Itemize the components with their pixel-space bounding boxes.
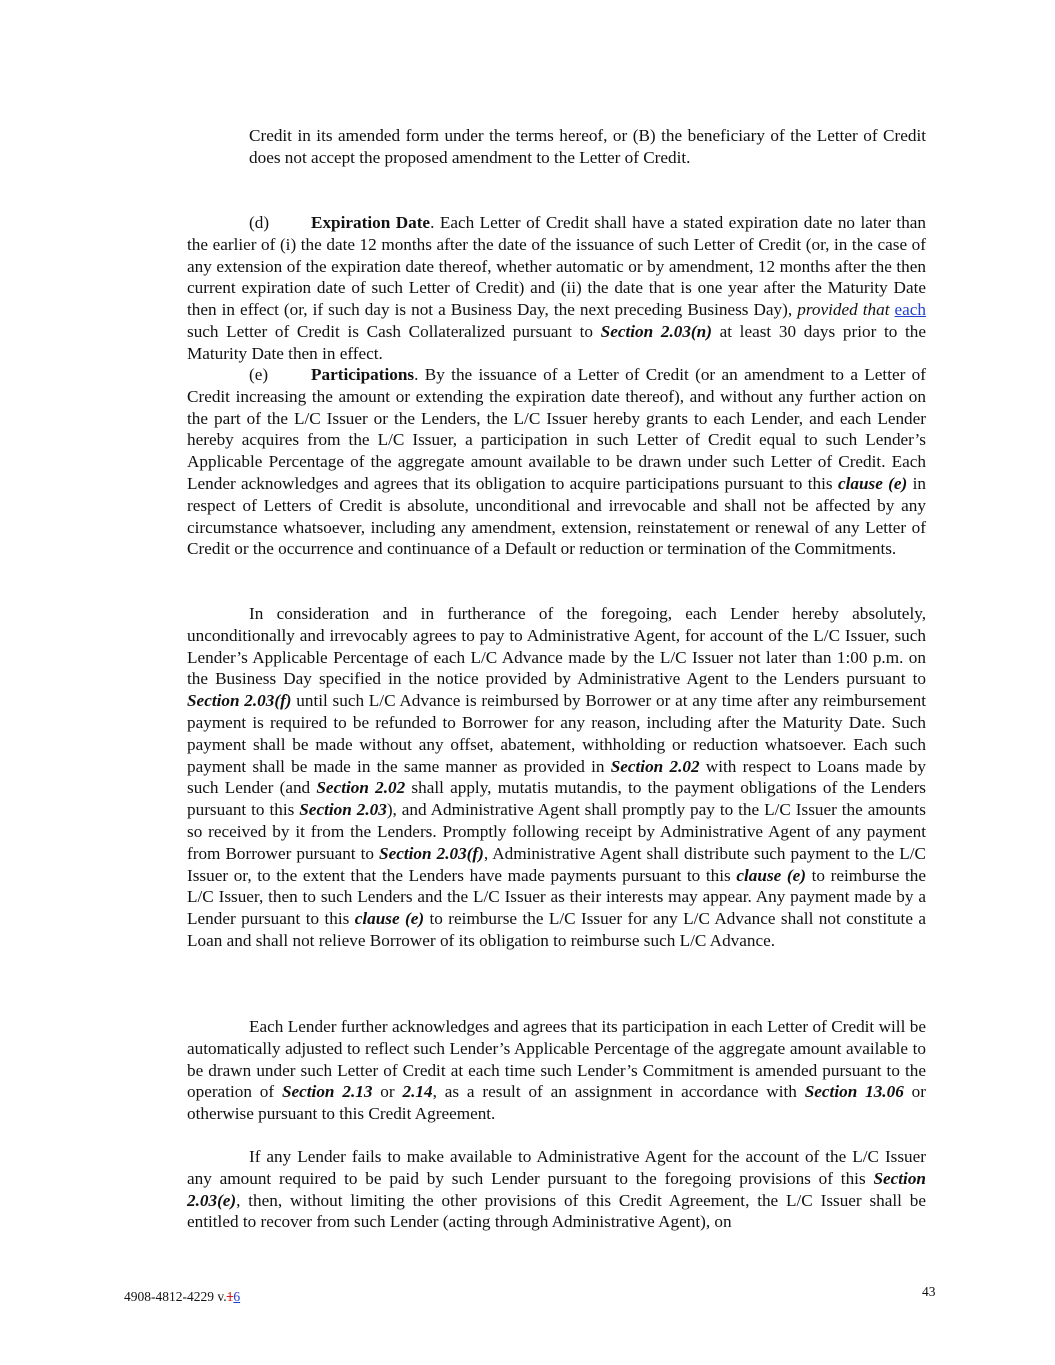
proviso-text: provided that	[797, 300, 890, 320]
clause-reference: clause (e)	[736, 865, 806, 885]
section-reference: Section 2.03(e)	[187, 1168, 926, 1210]
further-acknowledgement-paragraph: Each Lender further acknowledges and agrees that its participation in each Letter of Credit will be automatically adjusted to reflect such Lender’s Applicable Percentage of the aggregate amount available to be drawn under such Letter of Credit at each time such Lender’s Commitment is amended pursuant to the operation of Section 2.13 or 2.14, as a result of an assignment in accordance with Section 13.06 or otherwise pursuant to this Credit Agreement.	[187, 1017, 926, 1124]
deleted-version-number: 1	[226, 1289, 234, 1304]
continuation-paragraph: Credit in its amended form under the terms hereof, or (B) the beneficiary of the Letter of Credit does not accept the proposed amendment to the Letter of Credit.	[249, 126, 926, 167]
inserted-redline-text[interactable]: each	[894, 300, 927, 320]
section-reference: Section 2.03(f)	[379, 843, 484, 863]
section-reference: Section 2.03(n)	[600, 321, 712, 341]
inserted-version-number[interactable]: 6	[233, 1289, 241, 1304]
section-reference: Section 2.02	[610, 756, 700, 776]
section-e-heading: Participations	[311, 365, 415, 384]
lender-fails-paragraph: If any Lender fails to make available to Administrative Agent for the account of the L/C Issuer any amount required to be paid by such Lender pursuant to the foregoing provisions of this Section 2.03(e), then, without limiting the other provisions of this Credit Agreement, the L/C Issuer shall be entitled to recover from such Lender (acting through Administrative Agent), on	[187, 1147, 926, 1232]
section-e-paragraph: (e) Participations. By the issuance of a Letter of Credit (or an amendment to a Letter of Credit increasing the amount or extending the expiration date thereof), and without any further action on the part of the L/C Issuer or the Lenders, the L/C Issuer hereby grants to each Lender, and each Lender hereby acquires from the L/C Issuer, a participation in such Letter of Credit equal to such Lender’s Applicable Percentage of the aggregate amount available to be drawn under such Letter of Credit. Each Lender acknowledges and agrees that its obligation to acquire participations pursuant to this clause (e) in respect of Letters of Credit is absolute, unconditional and irrevocable and shall not be affected by any circumstance whatsoever, including any amendment, extension, reinstatement or renewal of any Letter of Credit or the occurrence and continuance of a Default or reduction or termination of the Commitments.	[187, 365, 926, 559]
section-reference: 2.14	[402, 1082, 433, 1102]
section-reference: Section 2.03	[299, 800, 387, 820]
section-reference: Section 13.06	[804, 1082, 904, 1102]
page-number: 43	[922, 1284, 936, 1299]
section-d-heading: Expiration Date	[311, 213, 431, 232]
section-reference: Section 2.03(f)	[187, 691, 292, 711]
section-d-label: (d)	[249, 213, 270, 232]
consideration-paragraph: In consideration and in furtherance of the foregoing, each Lender hereby absolutely, unconditionally and irrevocably agrees to pay to Administrative Agent, for account of the L/C Issuer, such Lender’s Applicable Percentage of each L/C Advance made by the L/C Issuer not later than 1:00 p.m. on the Business Day specified in the notice provided by Administrative Agent to the Lenders pursuant to Section 2.03(f) until such L/C Advance is reimbursed by Borrower or at any time after any reimbursement payment is required to be refunded to Borrower for any reason, including after the Maturity Date. Such payment shall be made without any offset, abatement, withholding or reduction whatsoever. Each such payment shall be made in the same manner as provided in Section 2.02 with respect to Loans made by such Lender (and Section 2.02 shall apply, mutatis mutandis, to the payment obligations of the Lenders pursuant to this Section 2.03), and Administrative Agent shall promptly pay to the L/C Issuer the amounts so received by it from the Lenders. Promptly following receipt by Administrative Agent of any payment from Borrower pursuant to Section 2.03(f), Administrative Agent shall distribute such payment to the L/C Issuer or, to the extent that the Lenders have made payments pursuant to this clause (e) to reimburse the L/C Issuer, then to such Lenders and the L/C Issuer as their interests may appear. Any payment made by a Lender pursuant to this clause (e) to reimburse the L/C Issuer for any L/C Advance shall not constitute a Loan and shall not relieve Borrower of its obligation to reimburse such L/C Advance.	[187, 604, 927, 950]
clause-reference: clause (e)	[354, 909, 425, 929]
section-e-label: (e)	[249, 365, 269, 384]
clause-reference: clause (e)	[837, 473, 908, 493]
section-reference: Section 2.13	[281, 1082, 373, 1102]
section-d-paragraph: (d) Expiration Date. Each Letter of Credit shall have a stated expiration date no later than the earlier of (i) the date 12 months after the date of the issuance of such Letter of Credit (or, in the case of any extension of the expiration date thereof, whether automatic or by amendment, 12 months after the then current expiration date of such Letter of Credit) and (ii) the date that is one year after the Maturity Date then in effect (or, if such day is not a Business Day, the next preceding Business Day), provided that each such Letter of Credit is Cash Collateralized pursuant to Section 2.03(n) at least 30 days prior to the Maturity Date then in effect.	[187, 213, 927, 363]
document-id-footer: 4908-4812-4229 v.16	[124, 1289, 241, 1304]
section-reference: Section 2.02	[316, 778, 406, 798]
